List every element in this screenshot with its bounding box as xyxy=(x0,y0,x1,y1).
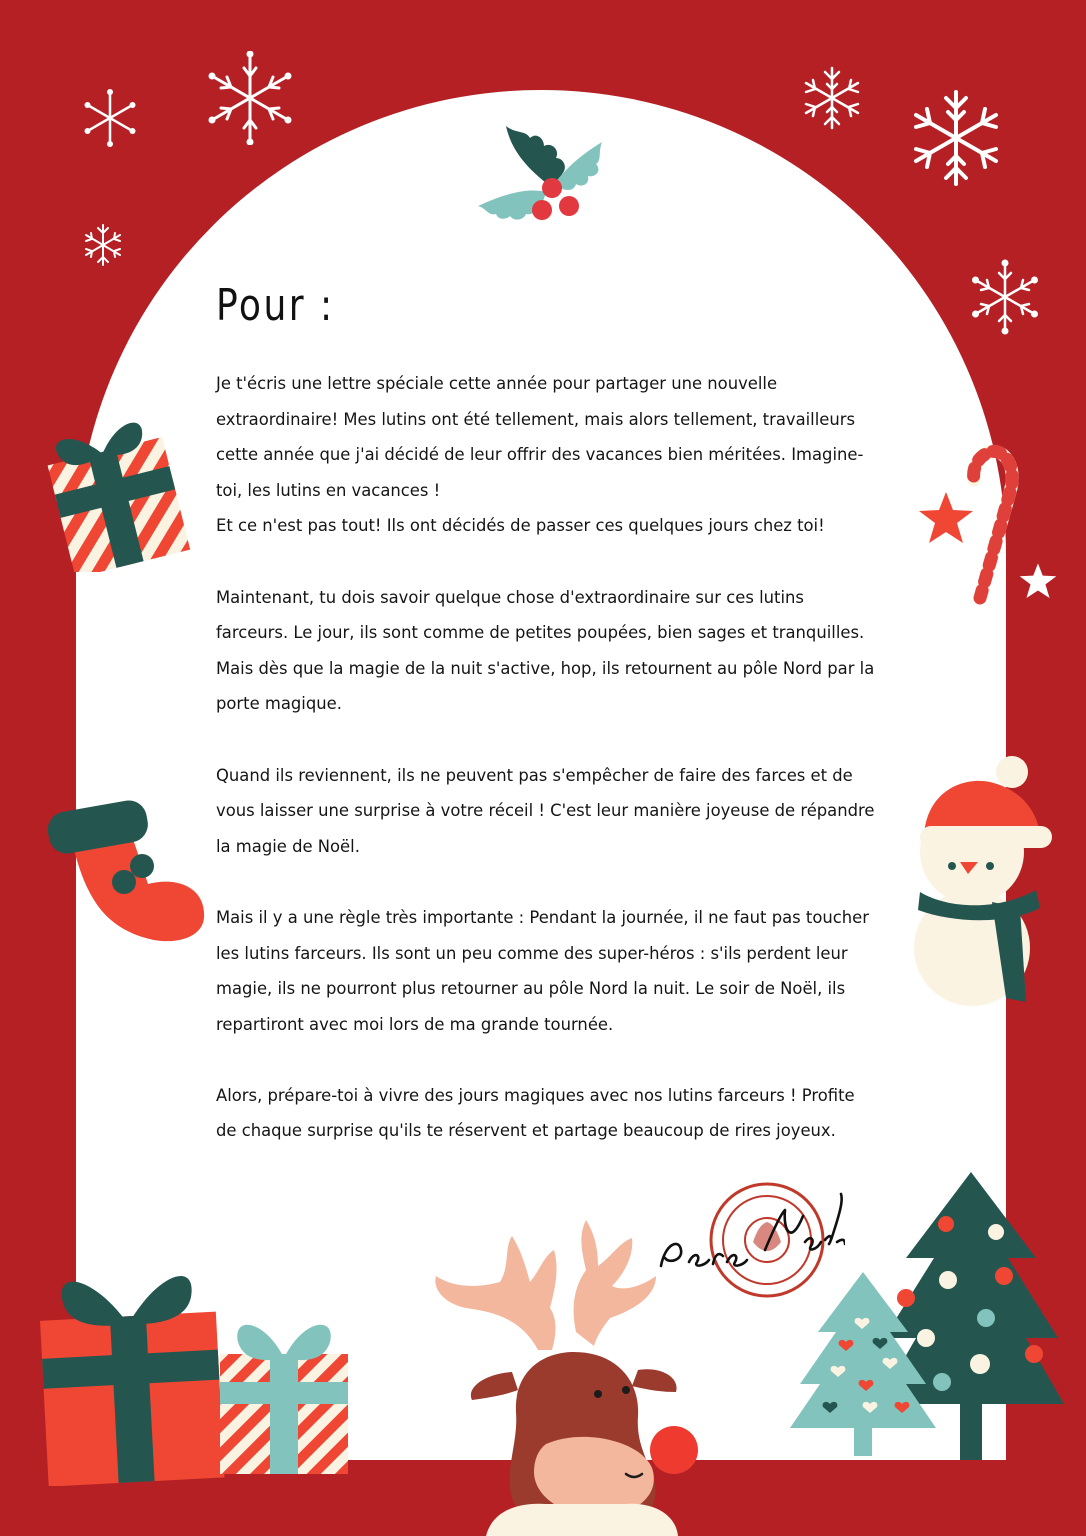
text-line: Et ce n'est pas tout! Ils ont décidés de passer ces quelques jours chez toi! xyxy=(216,516,825,536)
text-line: Mais il y a une règle très importante : Pendant la journée, il ne faut pas toucher xyxy=(216,907,869,927)
text-line: Mais dès que la magie de la nuit s'active, hop, ils retournent au pôle Nord par la xyxy=(216,658,875,678)
text-line: toi, les lutins en vacances ! xyxy=(216,480,441,500)
letter-paragraph xyxy=(216,366,916,544)
text-line: magie, ils ne pourront plus retourner au pôle Nord la nuit. Le soir de Noël, ils xyxy=(216,979,846,999)
text-line: la magie de Noël. xyxy=(216,836,360,856)
text-line: cette année que j'ai décidé de leur offrir des vacances bien méritées. Imagine- xyxy=(216,445,864,465)
letter-paragraph xyxy=(216,580,916,722)
holly-icon xyxy=(472,112,608,224)
text-line: Quand ils reviennent, ils ne peuvent pas s'empêcher de faire des farces et de xyxy=(216,765,853,785)
text-line: porte magique. xyxy=(216,694,342,714)
snowflake-icon xyxy=(203,51,297,145)
snowflake-icon xyxy=(80,88,140,148)
stocking-icon xyxy=(38,792,208,948)
letter-title: Pour : xyxy=(216,280,335,331)
text-line: repartiront avec moi lors de ma grande tournée. xyxy=(216,1014,614,1034)
text-line: Maintenant, tu dois savoir quelque chose d'extraordinaire sur ces lutins xyxy=(216,587,804,607)
signature-stamp-icon xyxy=(655,1180,845,1300)
gift-box-icon xyxy=(214,1312,354,1476)
gift-box-icon xyxy=(42,410,190,572)
letter-paragraph xyxy=(216,1078,916,1149)
snowflake-icon xyxy=(798,64,866,132)
text-line: de chaque surprise qu'ils te réservent et partage beaucoup de rires joyeux. xyxy=(216,1121,836,1141)
gift-box-icon xyxy=(40,1254,230,1486)
snowflake-icon xyxy=(906,88,1006,188)
letter-paragraph xyxy=(216,758,916,865)
text-line: extraordinaire! Mes lutins ont été tellement, mais alors tellement, travailleurs xyxy=(216,409,856,429)
snowflake-icon xyxy=(966,258,1044,336)
letter-paragraph xyxy=(216,900,916,1042)
text-line: Alors, prépare-toi à vivre des jours magiques avec nos lutins farceurs ! Profite xyxy=(216,1085,855,1105)
text-line: vous laisser une surprise à votre réceil ! C'est leur manière joyeuse de répandre xyxy=(216,801,875,821)
text-line: farceurs. Le jour, ils sont comme de petites poupées, bien sages et tranquilles. xyxy=(216,623,865,643)
letter-body xyxy=(216,366,916,1149)
text-line: Je t'écris une lettre spéciale cette année pour partager une nouvelle xyxy=(216,374,778,393)
star-icon xyxy=(917,490,975,546)
star-icon xyxy=(1018,562,1058,600)
text-line: les lutins farceurs. Ils sont un peu comme des super-héros : s'ils perdent leur xyxy=(216,943,848,963)
snowflake-icon xyxy=(80,222,126,268)
